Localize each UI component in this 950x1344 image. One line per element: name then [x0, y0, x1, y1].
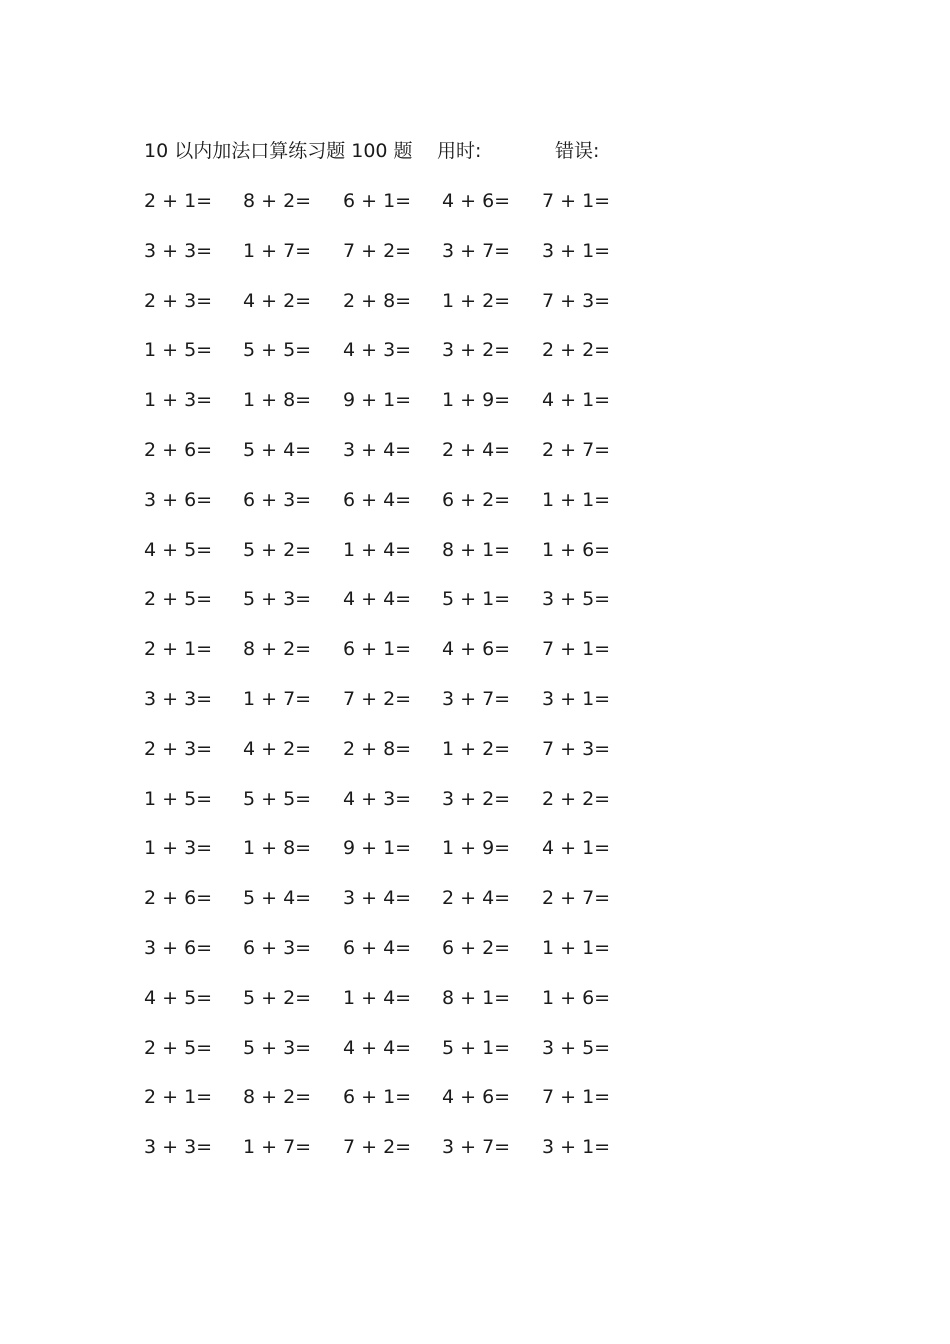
problem-row: [144, 1033, 664, 1083]
addition-problem: 1 + 7=: [243, 687, 312, 710]
problem-row: [144, 784, 664, 834]
addition-problem: 7 + 3=: [542, 737, 611, 760]
problem-row: [144, 734, 664, 784]
addition-problem: 8 + 2=: [243, 638, 312, 661]
problem-row: [144, 385, 664, 435]
addition-problem: 5 + 2=: [243, 538, 312, 561]
problem-row: [144, 1132, 664, 1182]
addition-problem: 7 + 2=: [343, 1136, 412, 1159]
addition-problem: 5 + 4=: [243, 438, 312, 461]
addition-problem: 1 + 7=: [243, 239, 312, 262]
addition-problem: 2 + 6=: [144, 887, 213, 910]
addition-problem: 2 + 2=: [542, 787, 611, 810]
addition-problem: 4 + 5=: [144, 538, 213, 561]
addition-problem: 3 + 6=: [144, 488, 213, 511]
addition-problem: 1 + 9=: [442, 837, 511, 860]
problem-row: [144, 435, 664, 485]
addition-problem: 4 + 6=: [442, 1086, 511, 1109]
worksheet-header: [144, 136, 664, 166]
addition-problem: 4 + 4=: [343, 588, 412, 611]
addition-problem: 1 + 5=: [144, 787, 213, 810]
problem-row: [144, 1082, 664, 1132]
addition-problem: 1 + 2=: [442, 289, 511, 312]
problem-row: [144, 186, 664, 236]
addition-problem: 4 + 3=: [343, 339, 412, 362]
problem-row: [144, 883, 664, 933]
addition-problem: 6 + 3=: [243, 488, 312, 511]
addition-problem: 2 + 1=: [144, 638, 213, 661]
addition-problem: 2 + 3=: [144, 737, 213, 760]
addition-problem: 3 + 3=: [144, 687, 213, 710]
addition-problem: 5 + 3=: [243, 588, 312, 611]
addition-problem: 3 + 1=: [542, 1136, 611, 1159]
addition-problem: 1 + 3=: [144, 837, 213, 860]
addition-problem: 3 + 1=: [542, 239, 611, 262]
addition-problem: 3 + 6=: [144, 936, 213, 959]
addition-problem: 1 + 6=: [542, 986, 611, 1009]
addition-problem: 7 + 1=: [542, 190, 611, 212]
addition-problem: 1 + 8=: [243, 389, 312, 412]
addition-problem: 4 + 4=: [343, 1036, 412, 1059]
addition-problem: 8 + 1=: [442, 986, 511, 1009]
problem-row: [144, 286, 664, 336]
addition-problem: 2 + 3=: [144, 289, 213, 312]
addition-problem: 9 + 1=: [343, 837, 412, 860]
addition-problem: 6 + 3=: [243, 936, 312, 959]
addition-problem: 3 + 7=: [442, 687, 511, 710]
addition-problem: 3 + 4=: [343, 887, 412, 910]
addition-problem: 2 + 5=: [144, 1036, 213, 1059]
addition-problem: 2 + 1=: [144, 1086, 213, 1109]
addition-problem: 7 + 2=: [343, 239, 412, 262]
addition-problem: 3 + 2=: [442, 339, 511, 362]
addition-problem: 2 + 7=: [542, 438, 611, 461]
problem-row: [144, 485, 664, 535]
addition-problem: 3 + 3=: [144, 239, 213, 262]
addition-problem: 4 + 5=: [144, 986, 213, 1009]
addition-problem: 6 + 2=: [442, 488, 511, 511]
addition-problem: 2 + 6=: [144, 438, 213, 461]
addition-problem: 7 + 3=: [542, 289, 611, 312]
addition-problem: 4 + 6=: [442, 638, 511, 661]
addition-problem: 5 + 5=: [243, 787, 312, 810]
addition-problem: 6 + 1=: [343, 1086, 412, 1109]
problem-row: [144, 335, 664, 385]
addition-problem: 8 + 1=: [442, 538, 511, 561]
addition-problem: 2 + 4=: [442, 887, 511, 910]
addition-problem: 4 + 2=: [243, 289, 312, 312]
problem-row: [144, 833, 664, 883]
addition-problem: 4 + 1=: [542, 837, 611, 860]
addition-problem: 8 + 2=: [243, 1086, 312, 1109]
problem-row: [144, 236, 664, 286]
problem-row: [144, 684, 664, 734]
addition-problem: 2 + 1=: [144, 190, 213, 212]
addition-problem: 3 + 7=: [442, 239, 511, 262]
addition-problem: 3 + 5=: [542, 588, 611, 611]
addition-problem: 1 + 3=: [144, 389, 213, 412]
addition-problem: 5 + 1=: [442, 588, 511, 611]
addition-problem: 3 + 1=: [542, 687, 611, 710]
addition-problem: 1 + 2=: [442, 737, 511, 760]
time-used-label: 用时:: [437, 140, 482, 162]
problem-row: [144, 634, 664, 684]
addition-problem: 3 + 7=: [442, 1136, 511, 1159]
addition-problem: 7 + 1=: [542, 638, 611, 661]
addition-problem: 2 + 2=: [542, 339, 611, 362]
addition-problem: 3 + 5=: [542, 1036, 611, 1059]
addition-problem: 5 + 5=: [243, 339, 312, 362]
addition-problem: 1 + 7=: [243, 1136, 312, 1159]
addition-problem: 4 + 6=: [442, 190, 511, 212]
addition-problem: 8 + 2=: [243, 190, 312, 212]
addition-problem: 4 + 1=: [542, 389, 611, 412]
addition-problem: 1 + 1=: [542, 488, 611, 511]
addition-problem: 1 + 9=: [442, 389, 511, 412]
addition-problem: 3 + 2=: [442, 787, 511, 810]
addition-problem: 2 + 8=: [343, 737, 412, 760]
addition-problem: 2 + 7=: [542, 887, 611, 910]
addition-problem: 5 + 1=: [442, 1036, 511, 1059]
addition-problem: 6 + 4=: [343, 488, 412, 511]
addition-problem: 4 + 3=: [343, 787, 412, 810]
addition-problem: 4 + 2=: [243, 737, 312, 760]
addition-problem: 5 + 3=: [243, 1036, 312, 1059]
addition-problem: 9 + 1=: [343, 389, 412, 412]
addition-problem: 3 + 4=: [343, 438, 412, 461]
addition-problem: 1 + 5=: [144, 339, 213, 362]
problem-row: [144, 983, 664, 1033]
addition-problem: 5 + 2=: [243, 986, 312, 1009]
addition-problem: 6 + 4=: [343, 936, 412, 959]
addition-problem: 1 + 4=: [343, 986, 412, 1009]
addition-problem: 2 + 5=: [144, 588, 213, 611]
addition-problem: 1 + 8=: [243, 837, 312, 860]
problem-row: [144, 584, 664, 634]
addition-problem: 3 + 3=: [144, 1136, 213, 1159]
addition-problem: 1 + 4=: [343, 538, 412, 561]
addition-problem: 5 + 4=: [243, 887, 312, 910]
addition-problem: 7 + 1=: [542, 1086, 611, 1109]
problem-grid: [144, 186, 664, 1182]
errors-label: 错误:: [555, 140, 600, 162]
problem-row: [144, 535, 664, 585]
addition-problem: 2 + 4=: [442, 438, 511, 461]
addition-problem: 6 + 1=: [343, 638, 412, 661]
addition-problem: 7 + 2=: [343, 687, 412, 710]
addition-problem: 1 + 1=: [542, 936, 611, 959]
addition-problem: 2 + 8=: [343, 289, 412, 312]
problem-row: [144, 933, 664, 983]
addition-problem: 6 + 1=: [343, 190, 412, 212]
addition-problem: 6 + 2=: [442, 936, 511, 959]
addition-problem: 1 + 6=: [542, 538, 611, 561]
worksheet-title: 10 以内加法口算练习题 100 题: [144, 140, 413, 162]
